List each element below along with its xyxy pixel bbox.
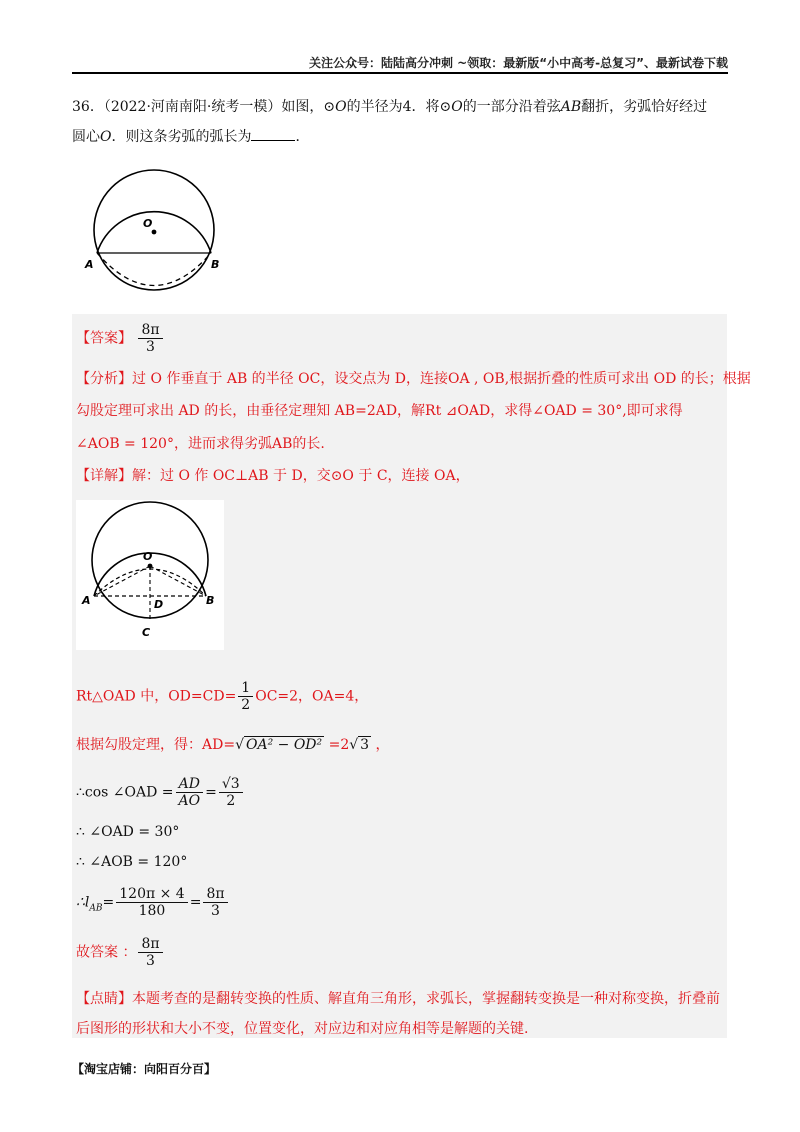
step-text: ， — [371, 737, 390, 753]
page-header: 关注公众号：陆陆高分冲刺 ~领取：最新版“小中高考-总复习”、最新试卷下载 — [309, 56, 728, 70]
step-text: = — [102, 894, 115, 911]
fraction-denominator: 3 — [146, 953, 155, 969]
solution-step-6 — [76, 886, 230, 919]
chord-label: AB — [560, 99, 582, 115]
step-text: OC=2，OA=4， — [255, 688, 369, 705]
solution-step-7 — [76, 936, 165, 969]
label-b: B — [206, 594, 215, 607]
circle-o-symbol: ⊙O — [439, 99, 463, 115]
figure-solution-diagram — [76, 500, 224, 650]
comment-line-2: 后图形的形状和大小不变，位置变化，对应边和对应角相等是解题的关键. — [76, 1021, 529, 1037]
arc-subscript: AB — [89, 903, 103, 914]
step-text: 故答案 ： — [76, 944, 137, 961]
question-number: 36． — [72, 99, 104, 115]
answer-blank — [251, 126, 295, 141]
question-text — [72, 92, 732, 152]
step-text: =2 — [324, 737, 350, 753]
label-o: O — [143, 550, 153, 563]
solution-step-4: ∴ ∠OAD = 30° — [76, 824, 180, 840]
question-fragment: 的一部分沿着弦 — [462, 99, 561, 115]
label-b: B — [211, 258, 220, 271]
fraction-denominator: 2 — [226, 793, 236, 809]
analysis-text: 过 O 作垂直于 AB 的半径 OC，设交点为 D，连接OA , OB,根据折叠的性质可求出 OD 的长；根据 — [132, 371, 751, 387]
step-fraction — [219, 776, 243, 809]
center-label: O — [100, 129, 112, 145]
fraction-numerator: 8π — [203, 886, 227, 903]
solution-step-2: 根据勾股定理，得：AD=√ OA² − OD² =2√ 3 ， — [76, 737, 390, 753]
step-text: ∴cos ∠OAD = — [76, 784, 174, 801]
fraction-numerator: √3 — [219, 776, 243, 793]
question-fragment: 翻折，劣弧恰好经过 — [581, 99, 708, 115]
comment-line-1 — [76, 988, 720, 1008]
fraction-denominator: 3 — [146, 339, 155, 355]
step-text: = — [205, 784, 217, 801]
question-source: （2022·河南南阳·统考一模）如图， — [103, 99, 324, 115]
solution-step-5: ∴ ∠AOB = 120° — [76, 854, 188, 870]
fraction-numerator: 120π × 4 — [116, 886, 187, 903]
detail-line — [76, 465, 470, 485]
figure-folded-circle — [80, 168, 230, 298]
analysis-line-1 — [76, 368, 751, 388]
step-text: Rt△OAD 中，OD=CD= — [76, 688, 237, 705]
answer-fraction — [138, 322, 162, 355]
question-fragment: 圆心 — [72, 129, 100, 145]
step-text: 根据勾股定理，得：AD= — [76, 737, 236, 753]
analysis-label: 【分析】 — [76, 371, 132, 387]
solution-step-1 — [76, 680, 368, 713]
solution-step-3 — [76, 776, 245, 809]
answer-label: 【答案】 — [76, 330, 132, 347]
question-fragment: ． — [295, 129, 310, 145]
label-a: A — [82, 594, 91, 607]
label-o: O — [143, 217, 153, 230]
step-fraction — [138, 936, 162, 969]
page-footer: 【淘宝店铺：向阳百分百】 — [72, 1062, 217, 1076]
label-a: A — [85, 258, 94, 271]
step-text: ∴l — [76, 894, 90, 911]
circle-o-symbol: ⊙O — [323, 99, 347, 115]
solution-panel — [72, 314, 727, 1038]
label-d: D — [154, 598, 164, 611]
detail-label: 【详解】 — [76, 468, 132, 484]
fraction-numerator: 1 — [238, 680, 253, 697]
label-c: C — [142, 626, 151, 639]
fraction-denominator: 180 — [138, 903, 166, 919]
detail-text: 解：过 O 作 OC⊥AB 于 D，交⊙O 于 C，连接 OA， — [132, 468, 470, 484]
fraction-denominator: 3 — [211, 903, 220, 919]
fraction-numerator: 8π — [138, 322, 162, 339]
sqrt-expression: OA² − OD² — [246, 737, 323, 753]
step-text: = — [189, 894, 202, 911]
step-fraction — [203, 886, 227, 919]
fraction-numerator: 8π — [138, 936, 162, 953]
question-fragment: ．则这条劣弧的弧长为 — [111, 129, 252, 145]
analysis-line-2: 勾股定理可求出 AD 的长，由垂径定理知 AB=2AD，解Rt ⊿OAD，求得∠OAD = 30°,即可求得 — [76, 403, 683, 419]
fraction-denominator: 2 — [241, 697, 251, 713]
step-fraction — [176, 776, 204, 809]
analysis-line-3: ∠AOB = 120°，进而求得劣弧AB的长. — [76, 436, 325, 452]
comment-text: 本题考查的是翻转变换的性质、解直角三角形，求弧长，掌握翻转变换是一种对称变换，折叠前 — [132, 991, 720, 1007]
fraction-numerator: AD — [176, 776, 204, 793]
step-fraction — [116, 886, 187, 919]
sqrt-expression: 3 — [360, 737, 370, 753]
comment-label: 【点睛】 — [76, 991, 132, 1007]
header-rule — [72, 72, 728, 74]
answer-line — [76, 322, 165, 355]
question-fragment: 的半径为4．将 — [346, 99, 440, 115]
fraction-denominator: AO — [178, 793, 201, 809]
step-fraction — [238, 680, 253, 713]
